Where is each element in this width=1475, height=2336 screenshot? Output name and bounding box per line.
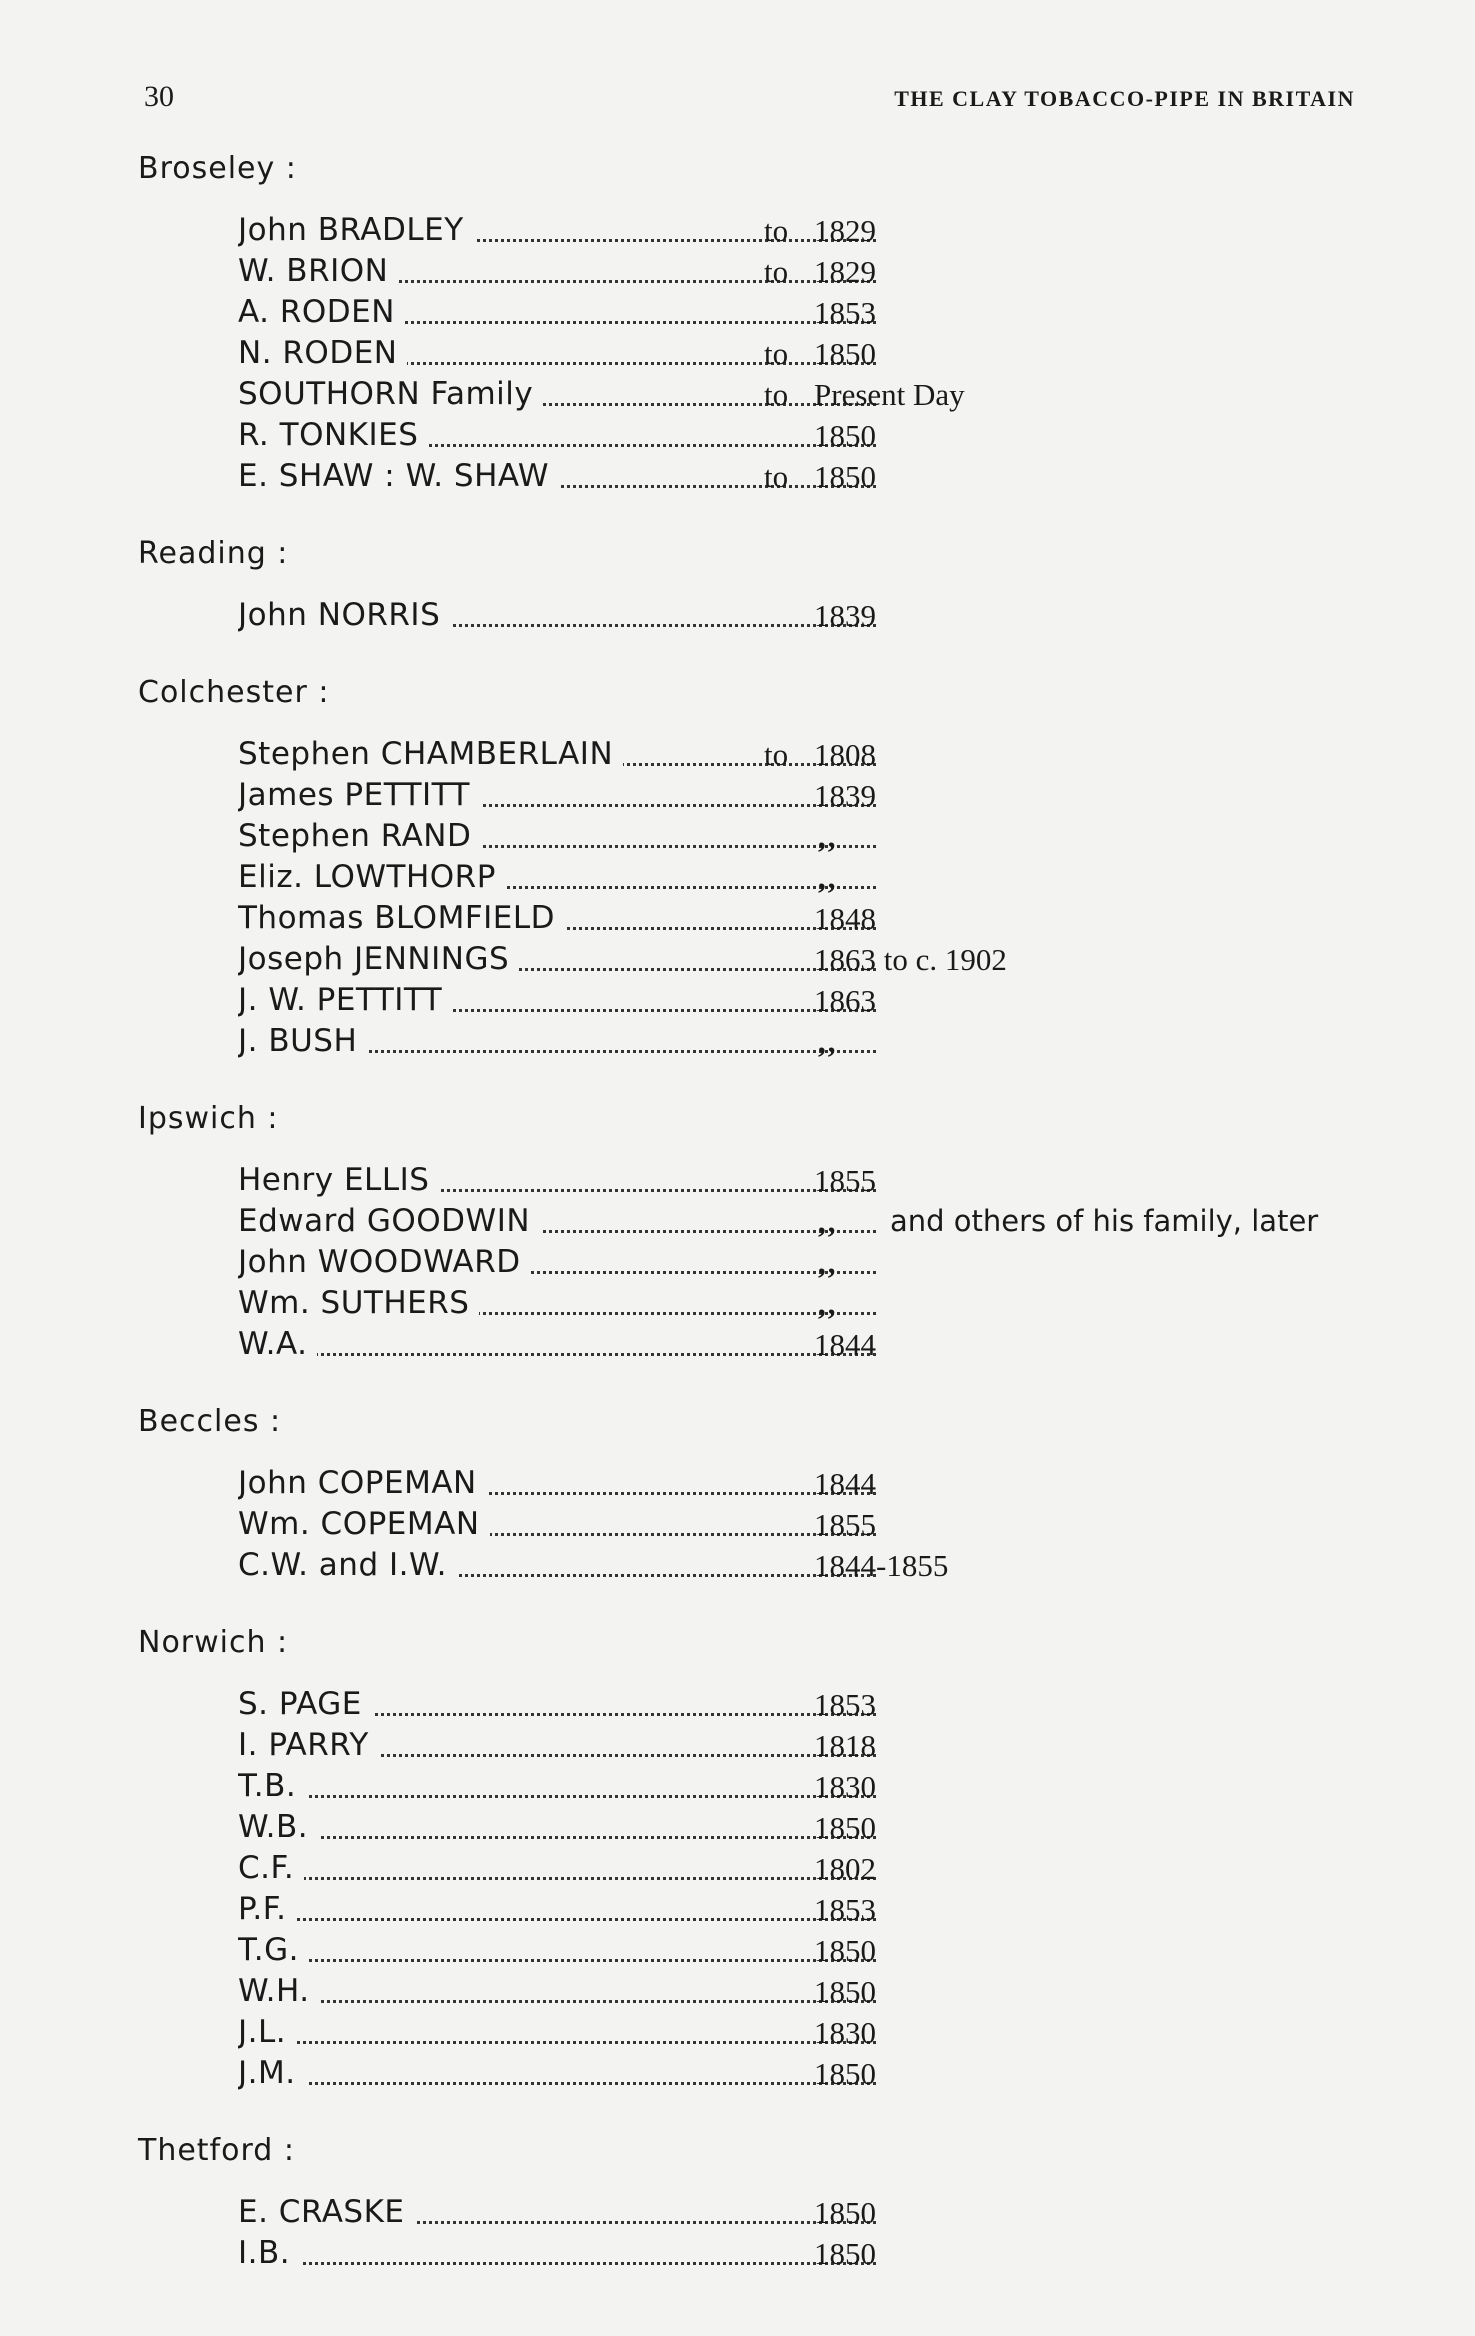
maker-name: [238, 1504, 880, 1545]
maker-entry: [138, 980, 1378, 1021]
maker-date: 1844: [814, 1466, 876, 1501]
maker-name-text: Stephen CHAMBERLAIN: [238, 736, 623, 772]
maker-entry: [138, 1971, 1378, 2012]
maker-date: 1853: [814, 1892, 876, 1927]
maker-entry: [138, 1725, 1378, 1766]
to-word: to: [764, 737, 789, 772]
maker-entry: [138, 1021, 1378, 1062]
maker-name-text: S. PAGE: [238, 1686, 372, 1722]
maker-name-text: A. RODEN: [238, 294, 405, 330]
maker-entry: [138, 1889, 1378, 1930]
place-heading: Ipswich :: [138, 1101, 279, 1136]
maker-date: 1830: [814, 1769, 876, 1804]
maker-date: 1863 to c. 1902: [814, 942, 1007, 977]
place-heading: Thetford :: [138, 2133, 295, 2168]
maker-name-text: W. BRION: [238, 253, 398, 289]
maker-date: 1808: [814, 737, 876, 772]
maker-entry: [138, 2053, 1378, 2094]
maker-entry: [138, 2233, 1378, 2274]
maker-name: [238, 1766, 880, 1807]
maker-date: 1844-1855: [814, 1548, 949, 1583]
maker-entry: [138, 374, 1378, 415]
maker-name-text: John NORRIS: [238, 597, 450, 633]
maker-date: 1850: [814, 418, 876, 453]
maker-name-text: J. BUSH: [238, 1023, 367, 1059]
maker-name: [238, 1324, 880, 1365]
maker-date: 1829: [814, 254, 876, 289]
maker-date: 1850: [814, 2056, 876, 2091]
page-number: 30: [144, 80, 174, 113]
maker-name: [238, 2012, 880, 2053]
maker-name: [238, 1889, 880, 1930]
maker-name-text: E. SHAW : W. SHAW: [238, 458, 559, 494]
maker-date: ,,: [818, 819, 838, 854]
maker-entry: [138, 210, 1378, 251]
place-section: [138, 2132, 1378, 2274]
maker-entry: [138, 1766, 1378, 1807]
maker-entry: [138, 2192, 1378, 2233]
maker-name: [238, 2053, 880, 2094]
place-heading: Colchester :: [138, 675, 330, 710]
maker-date: 1839: [814, 778, 876, 813]
maker-date: 1850: [814, 336, 876, 371]
maker-entry: [138, 775, 1378, 816]
maker-date: 1850: [814, 1933, 876, 1968]
maker-name: [238, 2192, 880, 2233]
place-section: [138, 535, 1378, 636]
maker-name: [238, 1930, 880, 1971]
maker-entry: [138, 1807, 1378, 1848]
maker-date: 1853: [814, 1687, 876, 1722]
maker-name: [238, 595, 880, 636]
maker-entry: [138, 1201, 1378, 1242]
maker-date: 1829: [814, 213, 876, 248]
maker-name: [238, 2233, 880, 2274]
maker-name-text: P.F.: [238, 1891, 296, 1927]
maker-name: [238, 1725, 880, 1766]
maker-name-text: Wm. COPEMAN: [238, 1506, 490, 1542]
maker-date: ,,: [818, 1245, 838, 1280]
maker-name: [238, 1201, 880, 1242]
maker-note: and others of his family, later: [890, 1204, 1319, 1238]
maker-date: 1818: [814, 1728, 876, 1763]
maker-name: [238, 898, 880, 939]
maker-name: [238, 1160, 880, 1201]
maker-name: [238, 415, 880, 456]
maker-name-text: J. W. PETTITT: [238, 982, 452, 1018]
maker-date: 1850: [814, 2195, 876, 2230]
maker-name-text: W.H.: [238, 1973, 320, 2009]
maker-name-text: John WOODWARD: [238, 1244, 531, 1280]
maker-entry: [138, 1848, 1378, 1889]
maker-name: [238, 1807, 880, 1848]
maker-name-text: John COPEMAN: [238, 1465, 487, 1501]
maker-entry: [138, 1160, 1378, 1201]
maker-date: 1848: [814, 901, 876, 936]
maker-date: 1853: [814, 295, 876, 330]
place-section: [138, 674, 1378, 1062]
maker-name: [238, 1971, 880, 2012]
maker-name: [238, 1242, 880, 1283]
maker-name: [238, 857, 880, 898]
maker-date: 1850: [814, 1974, 876, 2009]
maker-name-text: Stephen RAND: [238, 818, 481, 854]
maker-name: [238, 1684, 880, 1725]
maker-name: [238, 775, 880, 816]
place-section: [138, 1624, 1378, 2094]
maker-date: 1839: [814, 598, 876, 633]
maker-name-text: J.M.: [238, 2055, 306, 2091]
maker-name: [238, 1283, 880, 1324]
maker-entry: [138, 1283, 1378, 1324]
maker-name-text: I. PARRY: [238, 1727, 379, 1763]
maker-name-text: C.F.: [238, 1850, 304, 1886]
maker-entry: [138, 1545, 1378, 1586]
maker-entry: [138, 2012, 1378, 2053]
maker-name-text: Eliz. LOWTHORP: [238, 859, 506, 895]
maker-name: [238, 939, 880, 980]
maker-entry: [138, 456, 1378, 497]
maker-name-text: T.B.: [238, 1768, 306, 1804]
maker-date: 1863: [814, 983, 876, 1018]
maker-date: ,,: [818, 1204, 838, 1239]
maker-entry: [138, 251, 1378, 292]
maker-entry: [138, 734, 1378, 775]
place-heading: Broseley :: [138, 151, 297, 186]
maker-entry: [138, 1324, 1378, 1365]
maker-date: 1844: [814, 1327, 876, 1362]
maker-name: [238, 1463, 880, 1504]
place-section: [138, 1403, 1378, 1586]
maker-date: ,,: [818, 1024, 838, 1059]
maker-date: 1850: [814, 2236, 876, 2271]
maker-name: [238, 1545, 880, 1586]
maker-name: [238, 1021, 880, 1062]
maker-name-text: Henry ELLIS: [238, 1162, 439, 1198]
maker-name-text: Wm. SUTHERS: [238, 1285, 479, 1321]
maker-name: [238, 1848, 880, 1889]
maker-date: 1855: [814, 1163, 876, 1198]
maker-date: Present Day: [814, 377, 965, 412]
maker-date: 1850: [814, 1810, 876, 1845]
maker-name-text: Edward GOODWIN: [238, 1203, 540, 1239]
maker-entry: [138, 1930, 1378, 1971]
maker-date: 1830: [814, 2015, 876, 2050]
maker-entry: [138, 857, 1378, 898]
maker-name: [238, 292, 880, 333]
place-heading: Beccles :: [138, 1404, 282, 1439]
maker-date: ,,: [818, 1286, 838, 1321]
maker-name-text: T.G.: [238, 1932, 309, 1968]
maker-entry: [138, 1504, 1378, 1545]
maker-name-text: James PETTITT: [238, 777, 480, 813]
maker-name-text: W.B.: [238, 1809, 318, 1845]
maker-entry: [138, 292, 1378, 333]
maker-name-text: C.W. and I.W.: [238, 1547, 457, 1583]
maker-entry: [138, 415, 1378, 456]
maker-name: [238, 816, 880, 857]
place-section: [138, 1100, 1378, 1365]
to-word: to: [764, 377, 789, 412]
maker-name: [238, 980, 880, 1021]
maker-entry: [138, 816, 1378, 857]
maker-date: 1855: [814, 1507, 876, 1542]
maker-entry: [138, 595, 1378, 636]
maker-name-text: I.B.: [238, 2235, 300, 2271]
maker-name-text: SOUTHORN Family: [238, 376, 543, 412]
to-word: to: [764, 254, 789, 289]
place-heading: Norwich :: [138, 1625, 289, 1660]
maker-name-text: R. TONKIES: [238, 417, 428, 453]
maker-name-text: John BRADLEY: [238, 212, 474, 248]
maker-entry: [138, 333, 1378, 374]
maker-list: [138, 150, 1378, 2312]
maker-name-text: Thomas BLOMFIELD: [238, 900, 565, 936]
to-word: to: [764, 336, 789, 371]
maker-date: 1850: [814, 459, 876, 494]
maker-entry: [138, 939, 1378, 980]
maker-name-text: J.L.: [238, 2014, 296, 2050]
maker-name-text: W.A.: [238, 1326, 317, 1362]
to-word: to: [764, 213, 789, 248]
maker-entry: [138, 1242, 1378, 1283]
maker-date: ,,: [818, 860, 838, 895]
maker-name-text: E. CRASKE: [238, 2194, 415, 2230]
maker-entry: [138, 898, 1378, 939]
running-head: THE CLAY TOBACCO-PIPE IN BRITAIN: [894, 86, 1355, 111]
maker-entry: [138, 1463, 1378, 1504]
maker-name-text: N. RODEN: [238, 335, 407, 371]
maker-name-text: Joseph JENNINGS: [238, 941, 519, 977]
to-word: to: [764, 459, 789, 494]
place-section: [138, 150, 1378, 497]
maker-date: 1802: [814, 1851, 876, 1886]
place-heading: Reading :: [138, 536, 289, 571]
maker-entry: [138, 1684, 1378, 1725]
